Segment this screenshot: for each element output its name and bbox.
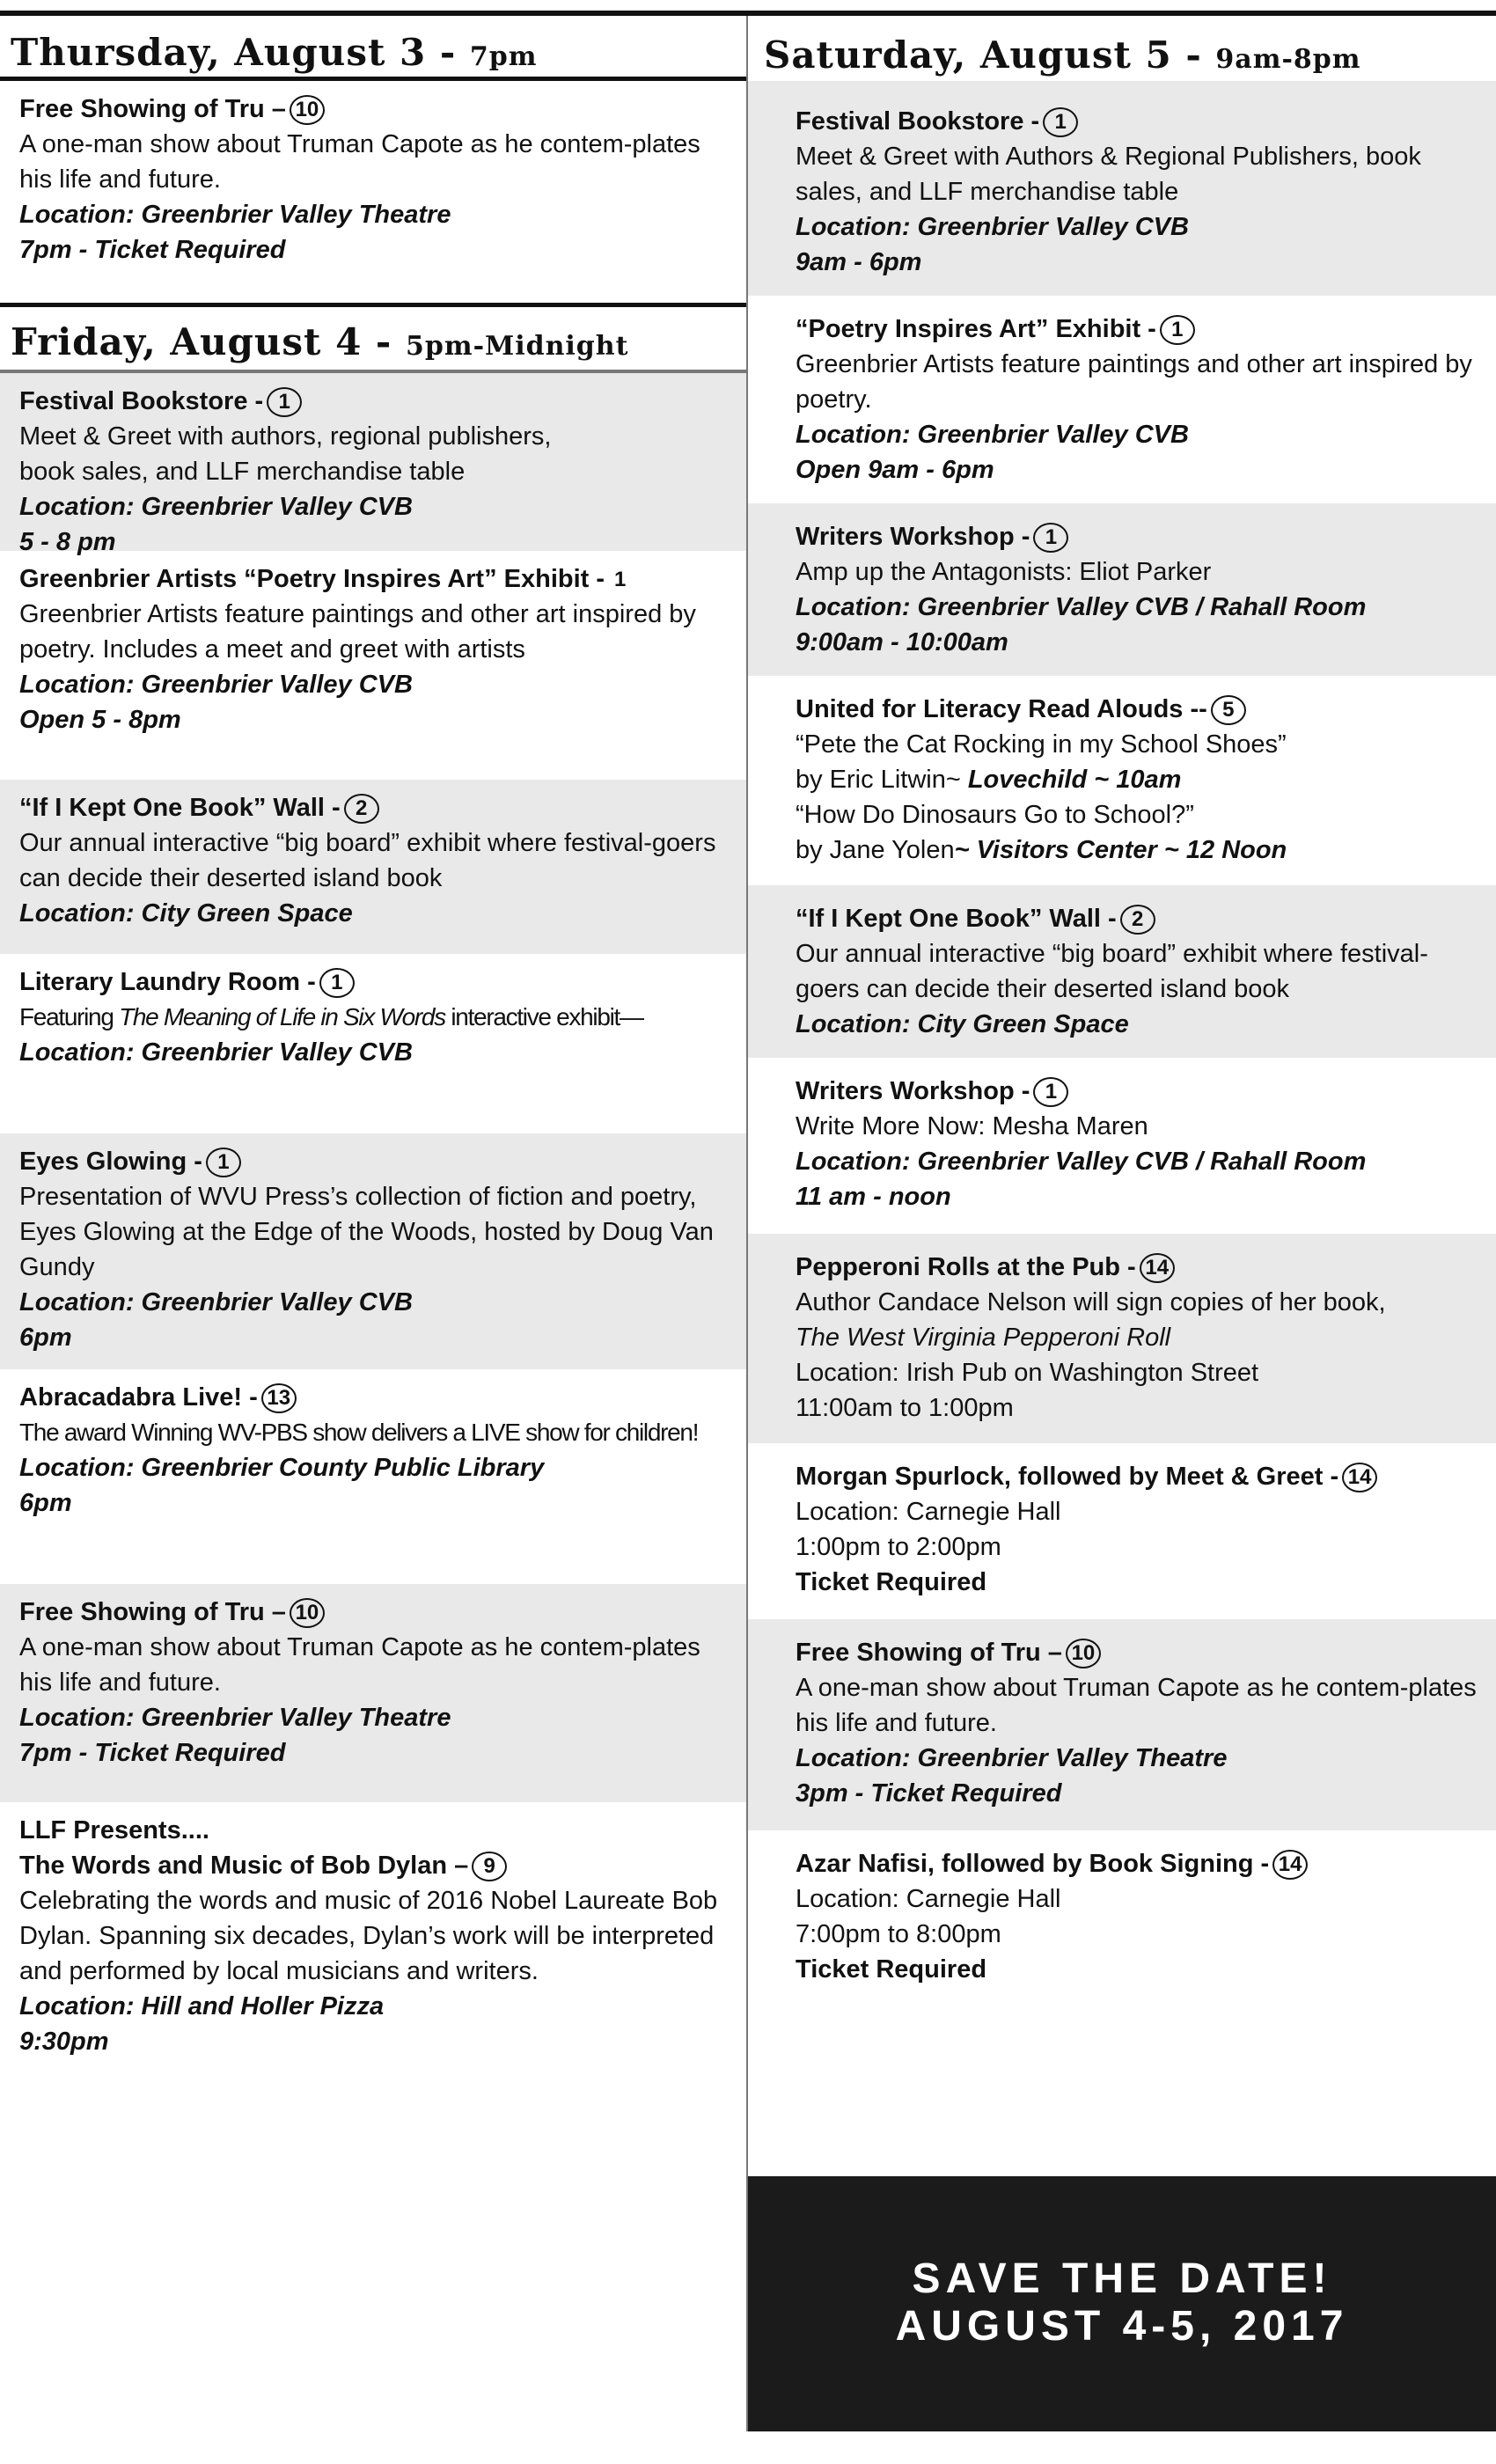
event-text: Location: Irish Pub on Washington Street <box>796 1359 1259 1387</box>
thursday-heading: Thursday, August 3 - 7pm <box>0 16 746 81</box>
event-friday-bookstore <box>0 373 746 556</box>
event-text: Write More Now: Mesha Maren <box>796 1112 1148 1140</box>
venue-number-badge: 1 <box>267 387 302 417</box>
event-text <box>796 104 1478 139</box>
save-the-date-banner <box>748 2176 1496 2431</box>
event-text: Amp up the Antagonists: Eliot Parker <box>796 558 1212 586</box>
venue-number-badge: 10 <box>290 1598 325 1628</box>
event-text: interactive exhibit— <box>444 1003 643 1030</box>
event-friday-kept-one-book <box>0 780 746 954</box>
save-the-date-line: SAVE THE DATE! <box>912 2255 1332 2302</box>
event-text: Celebrating the words and music of 2016 Nobel Laureate Bob Dylan. Spanning six decades, Dylan’s work will be interpreted and performed by local musicians and writers. <box>19 1887 718 1985</box>
event-text <box>796 519 1478 554</box>
event-time: 3pm - Ticket Required <box>796 1779 1062 1808</box>
event-text: Presentation of WVU Press’s collection of fiction and poetry, Eyes Glowing at the Edge of the Woods, hosted by Doug Van Gundy <box>19 1183 714 1281</box>
venue-number-badge: 13 <box>261 1383 297 1413</box>
event-text <box>796 832 1478 868</box>
event-saturday-workshop-write-more <box>748 1058 1496 1234</box>
event-title: Literary Laundry Room - <box>19 968 316 996</box>
event-title: Festival Bookstore - <box>19 387 264 415</box>
event-text: A one-man show about Truman Capote as he contem-plates his life and future. <box>796 1674 1477 1737</box>
venue-number-badge: 1 <box>1033 523 1068 553</box>
event-text: 11:00am to 1:00pm <box>796 1394 1014 1422</box>
event-location: Location: Greenbrier Valley CVB <box>796 421 1189 449</box>
event-text: A one-man show about Truman Capote as he contem-plates his life and future. <box>19 130 700 194</box>
event-time: 6pm <box>19 1324 72 1352</box>
event-time: 9am - 6pm <box>796 248 922 276</box>
event-text <box>19 1380 730 1415</box>
venue-number-badge: 10 <box>1066 1639 1101 1668</box>
event-text <box>19 790 730 825</box>
event-text: Location: Carnegie Hall <box>796 1885 1061 1913</box>
event-title: “If I Kept One Book” Wall - <box>19 794 341 822</box>
event-text <box>796 312 1478 347</box>
event-text: by Eric Litwin~ <box>796 766 968 794</box>
venue-number-badge: 2 <box>1120 905 1155 935</box>
event-text: Greenbrier Artists feature paintings and other art inspired by poetry. Includes a meet and greet with artists <box>19 600 696 664</box>
event-text <box>796 1074 1478 1109</box>
event-friday-eyes-glowing <box>0 1133 746 1369</box>
event-text: 1:00pm to 2:00pm <box>796 1533 1001 1561</box>
event-time: 7pm - Ticket Required <box>19 236 286 264</box>
event-title: Abracadabra Live! - <box>19 1383 258 1412</box>
event-text: Our annual interactive “big board” exhibit where festival-goers can decide their deserted island book <box>796 940 1428 1003</box>
venue-number-badge: 9 <box>472 1852 507 1881</box>
venue-number-badge: 1 <box>1160 315 1195 345</box>
event-text <box>19 92 730 127</box>
event-text <box>19 1848 730 1883</box>
event-saturday-tru <box>748 1619 1496 1830</box>
event-location: Location: City Green Space <box>796 1010 1129 1038</box>
venue-number-badge: 1 <box>1033 1077 1068 1107</box>
event-text <box>19 1144 730 1179</box>
save-the-date-dates: AUGUST 4-5, 2017 <box>895 2303 1349 2350</box>
event-text <box>19 1000 730 1035</box>
venue-number-badge: 14 <box>1342 1463 1377 1492</box>
event-time: 9:30pm <box>19 2028 109 2056</box>
event-time: 11 am - noon <box>796 1183 951 1211</box>
event-saturday-kept-one-book <box>748 885 1496 1058</box>
event-time: 7pm - Ticket Required <box>19 1739 286 1767</box>
event-text: Ticket Required <box>796 1955 987 1984</box>
event-title: Free Showing of Tru – <box>796 1639 1062 1667</box>
event-title: Azar Nafisi, followed by Book Signing - <box>796 1850 1270 1878</box>
venue-number-badge: 14 <box>1140 1253 1175 1283</box>
event-text <box>19 384 730 419</box>
event-title: Morgan Spurlock, followed by Meet & Greet - <box>796 1463 1339 1491</box>
event-location: Location: Greenbrier Valley CVB <box>19 1288 413 1316</box>
event-text <box>19 964 730 1000</box>
event-location: Location: Greenbrier Valley Theatre <box>19 1704 451 1732</box>
event-friday-poetry-art <box>0 551 746 780</box>
event-text <box>19 561 730 597</box>
event-title: Writers Workshop - <box>796 523 1030 551</box>
event-location: Location: Greenbrier Valley CVB <box>796 213 1189 241</box>
event-text: A one-man show about Truman Capote as he contem-plates his life and future. <box>19 1633 700 1697</box>
event-title: Free Showing of Tru – <box>19 1598 286 1626</box>
event-text: Author Candace Nelson will sign copies of her book, <box>796 1288 1386 1316</box>
event-text: Ticket Required <box>796 1568 987 1596</box>
event-title: The Words and Music of Bob Dylan – <box>19 1852 469 1880</box>
venue-number-badge: 2 <box>344 794 379 824</box>
event-location: Location: Greenbrier County Public Library <box>19 1454 545 1482</box>
event-text: Featuring <box>19 1003 120 1030</box>
event-location: Location: Greenbrier Valley CVB / Rahall Room <box>796 1148 1367 1176</box>
event-text <box>796 762 1478 797</box>
event-text: 7:00pm to 8:00pm <box>796 1920 1001 1948</box>
event-text: The West Virginia Pepperoni Roll <box>796 1324 1171 1352</box>
event-location: Location: Greenbrier Valley CVB <box>19 493 413 521</box>
event-time: 5 - 8 pm <box>19 528 116 556</box>
event-friday-abracadabra <box>0 1369 746 1584</box>
event-title: LLF Presents.... <box>19 1816 209 1844</box>
venue-number-badge: 1 <box>206 1148 241 1177</box>
event-location: Location: Hill and Holler Pizza <box>19 1992 385 2020</box>
event-text <box>19 1595 730 1630</box>
event-text <box>796 901 1478 936</box>
venue-number-badge: 5 <box>1211 695 1246 725</box>
event-saturday-poetry-art <box>748 296 1496 503</box>
event-title: Writers Workshop - <box>796 1077 1030 1105</box>
venue-number-badge: 1 <box>1043 107 1078 137</box>
event-location: ~ Visitors Center ~ 12 Noon <box>954 836 1287 864</box>
event-saturday-read-alouds <box>748 676 1496 885</box>
event-text: Our annual interactive “big board” exhibit where festival-goers can decide their deserted island book <box>19 829 716 892</box>
event-text: Greenbrier Artists feature paintings and other art inspired by poetry. <box>796 350 1472 414</box>
event-title: Greenbrier Artists “Poetry Inspires Art” Exhibit - <box>19 565 605 593</box>
saturday-heading: Saturday, August 5 - 9am-8pm <box>764 33 1361 77</box>
friday-heading: Friday, August 4 - 5pm-Midnight <box>0 303 746 373</box>
event-time: 9:00am - 10:00am <box>796 628 1008 656</box>
event-location: Location: Greenbrier Valley Theatre <box>796 1744 1228 1772</box>
event-saturday-bookstore <box>748 81 1496 296</box>
venue-number-badge: 14 <box>1272 1850 1308 1880</box>
event-time: 6pm <box>19 1489 72 1517</box>
event-time: Open 9am - 6pm <box>796 456 994 484</box>
event-text <box>796 1846 1478 1881</box>
venue-number-badge: 10 <box>290 95 325 125</box>
venue-number-badge: 1 <box>319 968 355 998</box>
event-saturday-pepperoni-rolls <box>748 1234 1496 1443</box>
event-time: Open 5 - 8pm <box>19 706 181 734</box>
event-text <box>796 692 1478 727</box>
event-location: Location: Greenbrier Valley Theatre <box>19 201 451 229</box>
event-text <box>796 1635 1478 1670</box>
event-title: Eyes Glowing - <box>19 1148 202 1176</box>
event-location: Lovechild ~ 10am <box>967 766 1182 794</box>
event-location: Location: City Green Space <box>19 899 353 928</box>
event-title: Pepperoni Rolls at the Pub - <box>796 1253 1136 1281</box>
event-text: book sales, and LLF merchandise table <box>19 458 466 486</box>
event-text: Meet & Greet with authors, regional publishers, <box>19 422 552 451</box>
event-text: Location: Carnegie Hall <box>796 1498 1061 1526</box>
event-saturday-workshop-antagonists <box>748 503 1496 676</box>
event-text: Meet & Greet with Authors & Regional Publishers, book sales, and LLF merchandise table <box>796 143 1421 206</box>
event-title: Free Showing of Tru – <box>19 95 286 123</box>
event-saturday-morgan-spurlock <box>748 1443 1496 1619</box>
event-title: Festival Bookstore - <box>796 107 1040 136</box>
event-location: Location: Greenbrier Valley CVB <box>19 1038 413 1067</box>
event-title: United for Literacy Read Alouds -- <box>796 695 1207 723</box>
event-friday-bob-dylan <box>0 1802 746 2093</box>
right-column <box>748 16 1496 2431</box>
left-column <box>0 16 746 2093</box>
event-location: Location: Greenbrier Valley CVB / Rahall Room <box>796 593 1367 621</box>
event-saturday-azar-nafisi <box>748 1830 1496 2033</box>
event-friday-tru <box>0 1584 746 1802</box>
venue-number-badge: 1 <box>614 568 627 592</box>
event-text: by Jane Yolen <box>796 836 955 864</box>
event-text: The award Winning WV-PBS show delivers a LIVE show for children! <box>19 1419 699 1446</box>
event-friday-laundry-room <box>0 954 746 1133</box>
event-text: “How Do Dinosaurs Go to School?” <box>796 801 1194 829</box>
event-text <box>796 1459 1478 1494</box>
event-thursday-tru <box>0 81 746 303</box>
event-text <box>796 1250 1478 1285</box>
event-location: Location: Greenbrier Valley CVB <box>19 671 413 699</box>
event-text: “Pete the Cat Rocking in my School Shoes” <box>796 730 1287 759</box>
event-title: “If I Kept One Book” Wall - <box>796 905 1117 933</box>
event-title: “Poetry Inspires Art” Exhibit - <box>796 315 1156 343</box>
event-text: The Meaning of Life in Six Words <box>119 1003 445 1030</box>
